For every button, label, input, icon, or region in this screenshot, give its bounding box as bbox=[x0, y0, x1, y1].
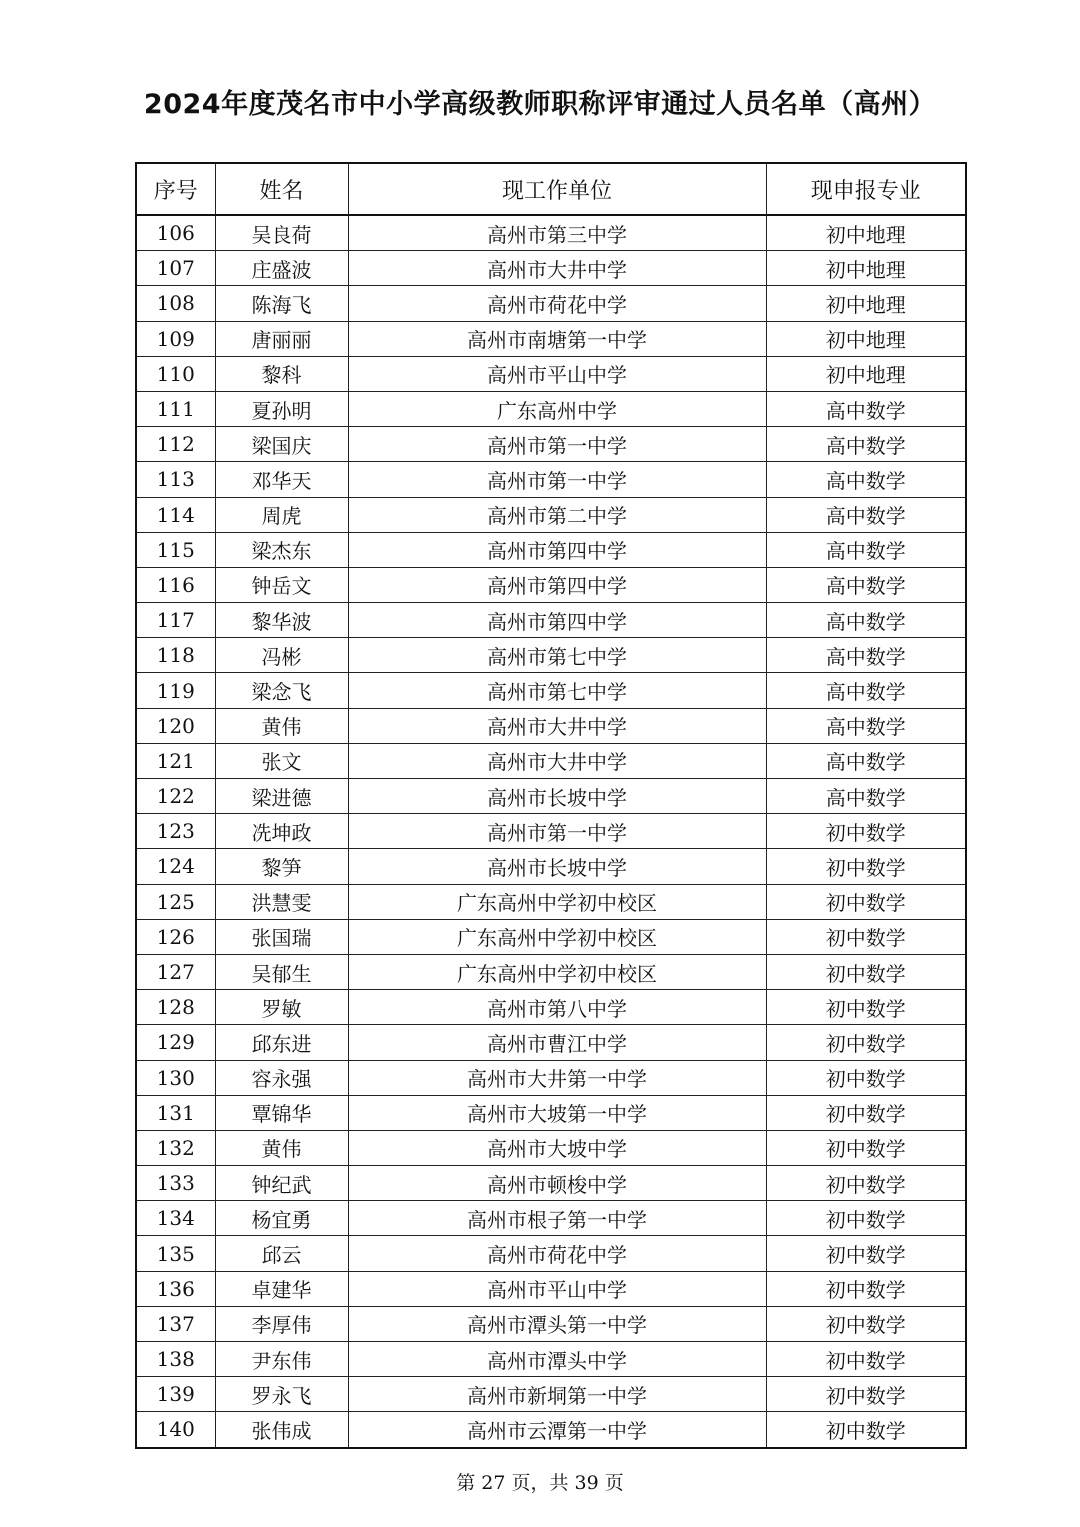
header-subject: 现申报专业 bbox=[766, 163, 966, 215]
cell-subject: 初中数学 bbox=[766, 1166, 966, 1201]
table-row bbox=[136, 286, 966, 321]
cell-workplace: 高州市云潭第一中学 bbox=[348, 1412, 766, 1448]
cell-name: 梁杰东 bbox=[215, 532, 348, 567]
table-row bbox=[136, 1025, 966, 1060]
cell-name: 尹东伟 bbox=[215, 1342, 348, 1377]
table-row bbox=[136, 1377, 966, 1412]
table-row bbox=[136, 603, 966, 638]
table-row bbox=[136, 1236, 966, 1271]
cell-workplace: 高州市大井第一中学 bbox=[348, 1060, 766, 1095]
cell-workplace: 高州市长坡中学 bbox=[348, 849, 766, 884]
cell-subject: 初中数学 bbox=[766, 1095, 966, 1130]
cell-index: 130 bbox=[136, 1060, 215, 1095]
cell-index: 132 bbox=[136, 1130, 215, 1165]
cell-index: 114 bbox=[136, 497, 215, 532]
cell-name: 冼坤政 bbox=[215, 814, 348, 849]
table-row bbox=[136, 1201, 966, 1236]
cell-index: 113 bbox=[136, 462, 215, 497]
cell-subject: 高中数学 bbox=[766, 462, 966, 497]
document-title: 2024年度茂名市中小学高级教师职称评审通过人员名单（高州） bbox=[143, 89, 937, 120]
cell-subject: 高中数学 bbox=[766, 779, 966, 814]
cell-subject: 初中数学 bbox=[766, 814, 966, 849]
cell-index: 107 bbox=[136, 251, 215, 286]
table-row bbox=[136, 1095, 966, 1130]
cell-name: 吴良荷 bbox=[215, 215, 348, 251]
cell-workplace: 高州市顿梭中学 bbox=[348, 1166, 766, 1201]
cell-index: 110 bbox=[136, 356, 215, 391]
cell-workplace: 高州市平山中学 bbox=[348, 1271, 766, 1306]
cell-subject: 高中数学 bbox=[766, 497, 966, 532]
cell-workplace: 广东高州中学初中校区 bbox=[348, 954, 766, 989]
cell-subject: 初中数学 bbox=[766, 1412, 966, 1448]
cell-name: 邱云 bbox=[215, 1236, 348, 1271]
cell-workplace: 高州市南塘第一中学 bbox=[348, 321, 766, 356]
cell-name: 杨宜勇 bbox=[215, 1201, 348, 1236]
cell-index: 112 bbox=[136, 427, 215, 462]
cell-name: 张伟成 bbox=[215, 1412, 348, 1448]
table-row bbox=[136, 1130, 966, 1165]
cell-workplace: 高州市荷花中学 bbox=[348, 1236, 766, 1271]
table-row bbox=[136, 1060, 966, 1095]
cell-workplace: 高州市第二中学 bbox=[348, 497, 766, 532]
table-row bbox=[136, 849, 966, 884]
cell-subject: 高中数学 bbox=[766, 603, 966, 638]
cell-subject: 初中地理 bbox=[766, 251, 966, 286]
cell-name: 冯彬 bbox=[215, 638, 348, 673]
cell-name: 庄盛波 bbox=[215, 251, 348, 286]
cell-index: 109 bbox=[136, 321, 215, 356]
cell-workplace: 广东高州中学 bbox=[348, 391, 766, 426]
cell-name: 周虎 bbox=[215, 497, 348, 532]
cell-workplace: 高州市曹江中学 bbox=[348, 1025, 766, 1060]
table-row bbox=[136, 673, 966, 708]
cell-workplace: 高州市第一中学 bbox=[348, 427, 766, 462]
table-row bbox=[136, 251, 966, 286]
cell-index: 111 bbox=[136, 391, 215, 426]
table-row bbox=[136, 814, 966, 849]
cell-index: 139 bbox=[136, 1377, 215, 1412]
cell-name: 夏孙明 bbox=[215, 391, 348, 426]
cell-subject: 初中数学 bbox=[766, 1377, 966, 1412]
table-row bbox=[136, 567, 966, 602]
cell-subject: 初中地理 bbox=[766, 356, 966, 391]
cell-subject: 初中数学 bbox=[766, 1201, 966, 1236]
cell-subject: 高中数学 bbox=[766, 638, 966, 673]
cell-workplace: 高州市第七中学 bbox=[348, 673, 766, 708]
cell-workplace: 高州市第一中学 bbox=[348, 462, 766, 497]
table-row bbox=[136, 497, 966, 532]
cell-index: 127 bbox=[136, 954, 215, 989]
cell-workplace: 高州市大井中学 bbox=[348, 708, 766, 743]
cell-index: 116 bbox=[136, 567, 215, 602]
cell-name: 李厚伟 bbox=[215, 1306, 348, 1341]
cell-name: 容永强 bbox=[215, 1060, 348, 1095]
cell-name: 邓华天 bbox=[215, 462, 348, 497]
cell-subject: 初中数学 bbox=[766, 919, 966, 954]
table-row bbox=[136, 462, 966, 497]
header-index: 序号 bbox=[136, 163, 215, 215]
cell-name: 罗永飞 bbox=[215, 1377, 348, 1412]
cell-name: 黄伟 bbox=[215, 708, 348, 743]
cell-workplace: 广东高州中学初中校区 bbox=[348, 919, 766, 954]
cell-index: 140 bbox=[136, 1412, 215, 1448]
page-number: 第 27 页，共 39 页 bbox=[456, 1472, 624, 1494]
cell-index: 121 bbox=[136, 743, 215, 778]
cell-name: 张文 bbox=[215, 743, 348, 778]
cell-subject: 初中数学 bbox=[766, 990, 966, 1025]
cell-name: 钟纪武 bbox=[215, 1166, 348, 1201]
table-row bbox=[136, 954, 966, 989]
cell-name: 梁念飞 bbox=[215, 673, 348, 708]
cell-workplace: 高州市长坡中学 bbox=[348, 779, 766, 814]
cell-subject: 初中地理 bbox=[766, 215, 966, 251]
cell-index: 126 bbox=[136, 919, 215, 954]
cell-subject: 初中数学 bbox=[766, 1306, 966, 1341]
cell-subject: 初中地理 bbox=[766, 321, 966, 356]
cell-index: 131 bbox=[136, 1095, 215, 1130]
cell-subject: 高中数学 bbox=[766, 427, 966, 462]
table-row bbox=[136, 391, 966, 426]
cell-workplace: 高州市第七中学 bbox=[348, 638, 766, 673]
table-row bbox=[136, 743, 966, 778]
cell-workplace: 高州市潭头第一中学 bbox=[348, 1306, 766, 1341]
cell-workplace: 高州市新垌第一中学 bbox=[348, 1377, 766, 1412]
table-row bbox=[136, 990, 966, 1025]
table-row bbox=[136, 638, 966, 673]
cell-workplace: 高州市第一中学 bbox=[348, 814, 766, 849]
cell-subject: 初中数学 bbox=[766, 1236, 966, 1271]
cell-workplace: 高州市平山中学 bbox=[348, 356, 766, 391]
cell-subject: 初中数学 bbox=[766, 1025, 966, 1060]
table-row bbox=[136, 1166, 966, 1201]
header-workplace: 现工作单位 bbox=[348, 163, 766, 215]
table-row bbox=[136, 1306, 966, 1341]
cell-workplace: 高州市荷花中学 bbox=[348, 286, 766, 321]
cell-subject: 高中数学 bbox=[766, 567, 966, 602]
header-name: 姓名 bbox=[215, 163, 348, 215]
table-body bbox=[136, 215, 966, 1448]
table-row bbox=[136, 1412, 966, 1448]
table-row bbox=[136, 215, 966, 251]
table-row bbox=[136, 356, 966, 391]
cell-index: 124 bbox=[136, 849, 215, 884]
cell-subject: 高中数学 bbox=[766, 532, 966, 567]
cell-name: 吴郁生 bbox=[215, 954, 348, 989]
table-header-row bbox=[136, 163, 966, 215]
cell-subject: 高中数学 bbox=[766, 743, 966, 778]
cell-subject: 初中数学 bbox=[766, 1130, 966, 1165]
cell-index: 120 bbox=[136, 708, 215, 743]
roster-table bbox=[135, 162, 967, 1449]
table-row bbox=[136, 919, 966, 954]
cell-name: 卓建华 bbox=[215, 1271, 348, 1306]
cell-workplace: 高州市大坡第一中学 bbox=[348, 1095, 766, 1130]
cell-index: 138 bbox=[136, 1342, 215, 1377]
table-row bbox=[136, 321, 966, 356]
cell-workplace: 高州市第四中学 bbox=[348, 603, 766, 638]
table-row bbox=[136, 779, 966, 814]
cell-name: 覃锦华 bbox=[215, 1095, 348, 1130]
cell-subject: 高中数学 bbox=[766, 391, 966, 426]
cell-subject: 初中地理 bbox=[766, 286, 966, 321]
cell-subject: 初中数学 bbox=[766, 1060, 966, 1095]
cell-name: 黎科 bbox=[215, 356, 348, 391]
table-row bbox=[136, 532, 966, 567]
cell-workplace: 高州市大井中学 bbox=[348, 743, 766, 778]
cell-index: 123 bbox=[136, 814, 215, 849]
cell-index: 106 bbox=[136, 215, 215, 251]
cell-index: 125 bbox=[136, 884, 215, 919]
cell-index: 122 bbox=[136, 779, 215, 814]
cell-index: 108 bbox=[136, 286, 215, 321]
cell-index: 128 bbox=[136, 990, 215, 1025]
cell-name: 钟岳文 bbox=[215, 567, 348, 602]
cell-index: 115 bbox=[136, 532, 215, 567]
cell-subject: 初中数学 bbox=[766, 954, 966, 989]
cell-workplace: 高州市潭头中学 bbox=[348, 1342, 766, 1377]
cell-index: 133 bbox=[136, 1166, 215, 1201]
cell-name: 黎笋 bbox=[215, 849, 348, 884]
cell-name: 陈海飞 bbox=[215, 286, 348, 321]
cell-name: 梁国庆 bbox=[215, 427, 348, 462]
cell-subject: 高中数学 bbox=[766, 708, 966, 743]
cell-workplace: 高州市大坡中学 bbox=[348, 1130, 766, 1165]
table-row bbox=[136, 427, 966, 462]
table-row bbox=[136, 1342, 966, 1377]
table-row bbox=[136, 1271, 966, 1306]
cell-subject: 初中数学 bbox=[766, 849, 966, 884]
cell-index: 136 bbox=[136, 1271, 215, 1306]
cell-subject: 初中数学 bbox=[766, 1342, 966, 1377]
cell-index: 137 bbox=[136, 1306, 215, 1341]
cell-subject: 高中数学 bbox=[766, 673, 966, 708]
cell-workplace: 高州市第四中学 bbox=[348, 567, 766, 602]
cell-index: 134 bbox=[136, 1201, 215, 1236]
cell-workplace: 广东高州中学初中校区 bbox=[348, 884, 766, 919]
cell-index: 119 bbox=[136, 673, 215, 708]
cell-name: 洪慧雯 bbox=[215, 884, 348, 919]
cell-name: 梁进德 bbox=[215, 779, 348, 814]
cell-workplace: 高州市大井中学 bbox=[348, 251, 766, 286]
table-row bbox=[136, 708, 966, 743]
cell-name: 黎华波 bbox=[215, 603, 348, 638]
cell-index: 117 bbox=[136, 603, 215, 638]
cell-index: 129 bbox=[136, 1025, 215, 1060]
cell-index: 118 bbox=[136, 638, 215, 673]
cell-name: 邱东进 bbox=[215, 1025, 348, 1060]
cell-workplace: 高州市第四中学 bbox=[348, 532, 766, 567]
cell-subject: 初中数学 bbox=[766, 884, 966, 919]
cell-name: 黄伟 bbox=[215, 1130, 348, 1165]
table-row bbox=[136, 884, 966, 919]
cell-workplace: 高州市根子第一中学 bbox=[348, 1201, 766, 1236]
cell-index: 135 bbox=[136, 1236, 215, 1271]
cell-name: 罗敏 bbox=[215, 990, 348, 1025]
cell-subject: 初中数学 bbox=[766, 1271, 966, 1306]
cell-workplace: 高州市第八中学 bbox=[348, 990, 766, 1025]
cell-name: 张国瑞 bbox=[215, 919, 348, 954]
cell-workplace: 高州市第三中学 bbox=[348, 215, 766, 251]
cell-name: 唐丽丽 bbox=[215, 321, 348, 356]
